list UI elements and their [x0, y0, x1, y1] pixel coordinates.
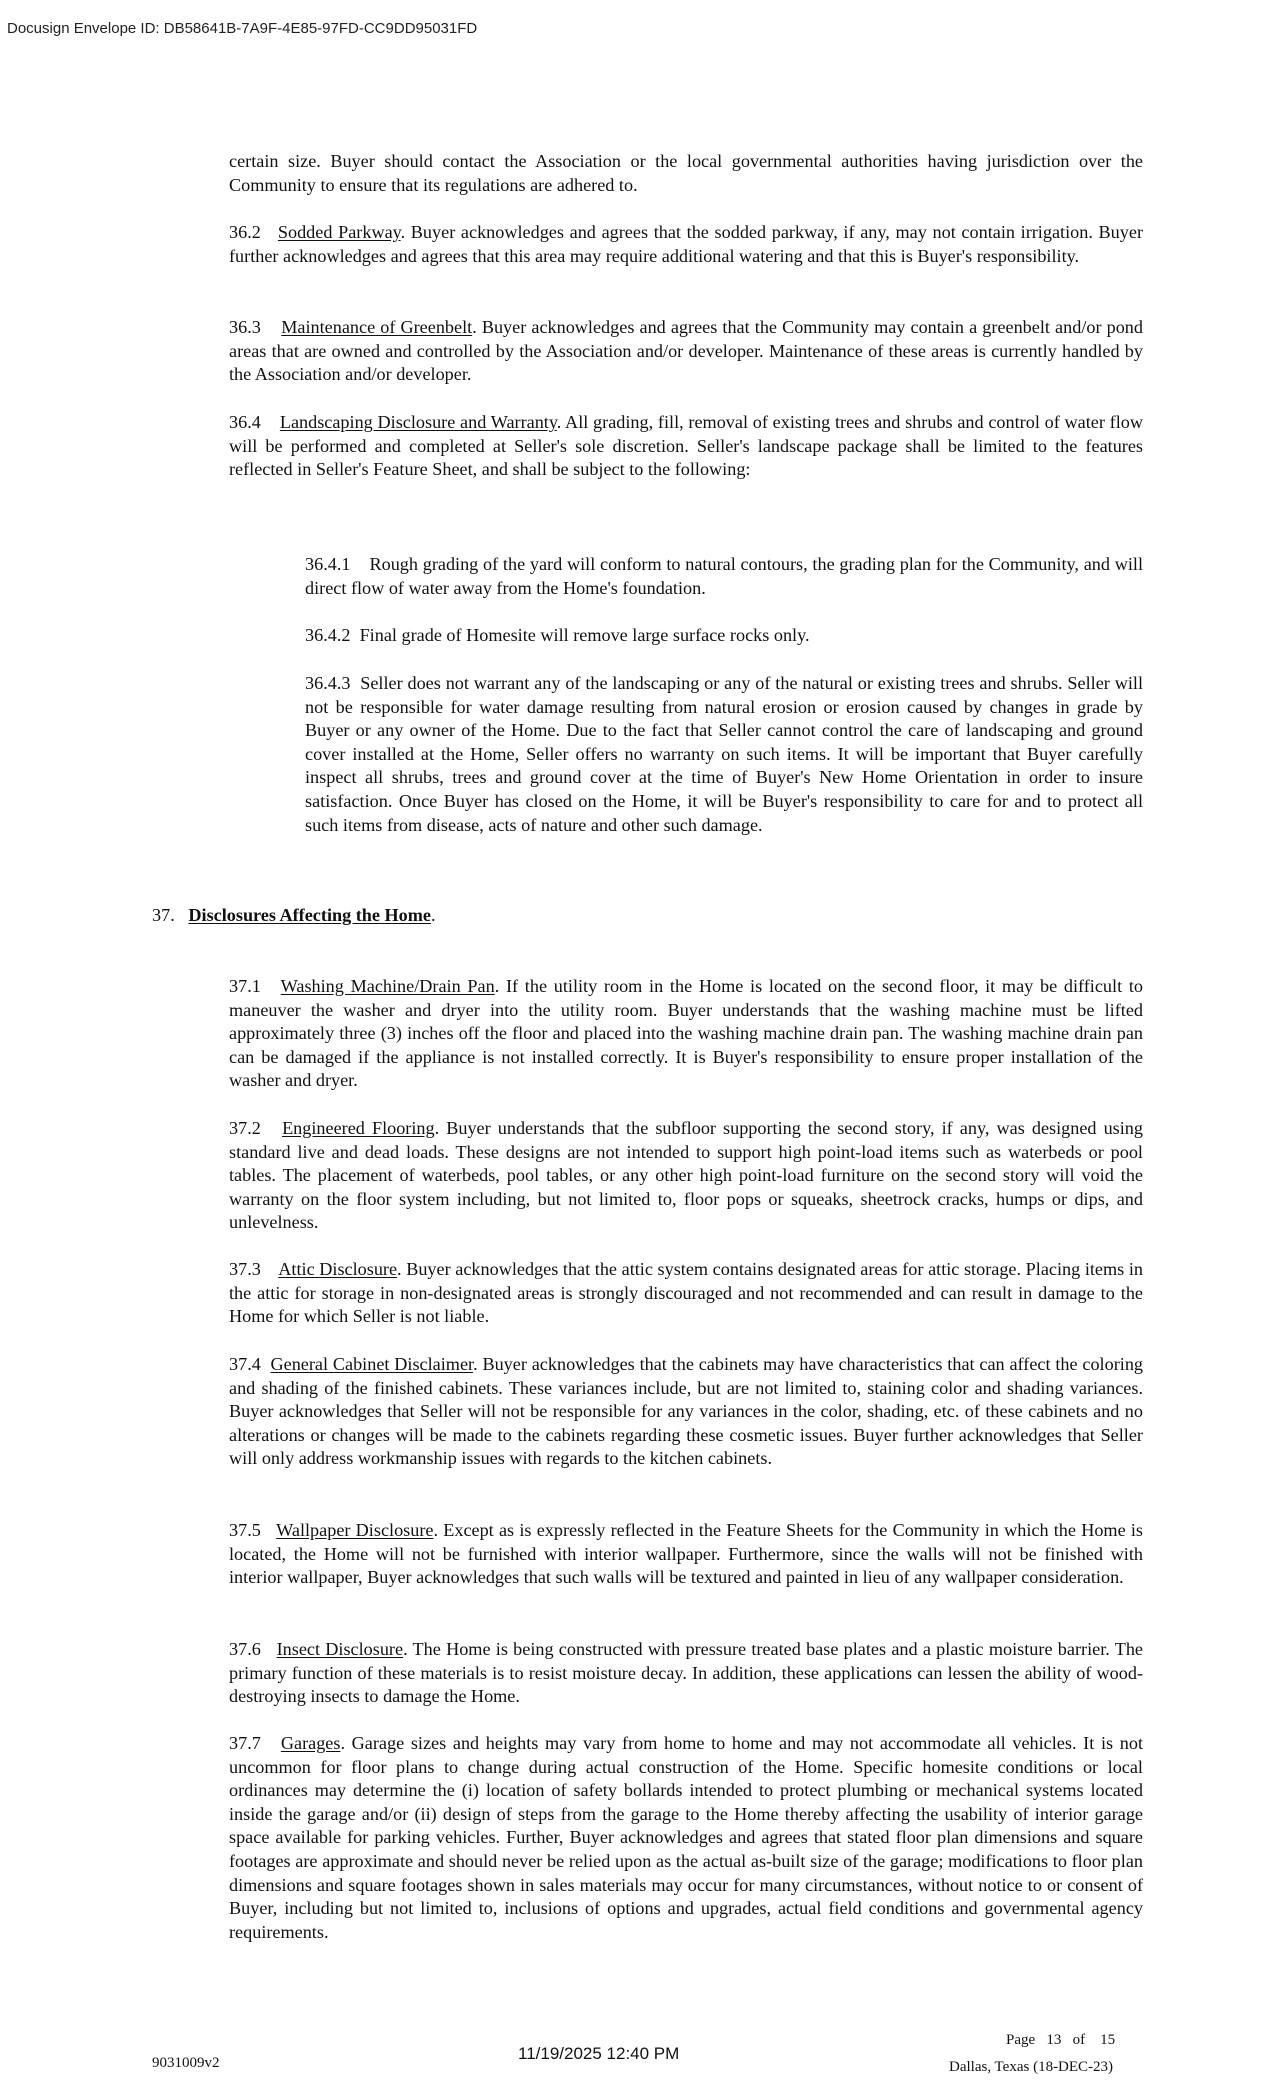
- section-number: 36.4.2: [305, 625, 351, 645]
- section-text: . All grading, fill, removal of existing trees and shrubs and control of water flow will be performed and completed at Seller's sole discretion. Seller's landscape package shall be limited to the features reflected in Seller's Feature Sheet, and shall be subject to the following:: [229, 412, 1143, 480]
- intro-paragraph: certain size. Buyer should contact the Association or the local governmental authorities having jurisdiction over the Community to ensure that its regulations are adhered to.: [229, 151, 1143, 195]
- section-heading-end: .: [431, 905, 436, 925]
- section-37-3: [229, 1258, 1143, 1329]
- section-title: Maintenance of Greenbelt: [281, 317, 473, 337]
- section-text: Final grade of Homesite will remove large surface rocks only.: [359, 625, 810, 645]
- section-number: 37.7: [229, 1733, 261, 1753]
- section-title: General Cabinet Disclaimer: [270, 1354, 474, 1374]
- page-number: 13: [1046, 2032, 1062, 2048]
- section-number: 36.4.1: [305, 554, 351, 574]
- section-text: . Buyer acknowledges and agrees that the sodded parkway, if any, may not contain irrigation. Buyer further acknowledges and agrees that this area may require additional watering and that this is Buyer's responsibility.: [229, 222, 1143, 266]
- section-title: Disclosures Affecting the Home: [188, 905, 432, 925]
- section-36-4-2: [305, 624, 1143, 648]
- section-number: 36.4: [229, 412, 261, 432]
- document-code: 9031009v2: [152, 2055, 220, 2071]
- section-number: 37.4: [229, 1354, 261, 1374]
- section-title: Washing Machine/Drain Pan: [280, 976, 495, 996]
- page-of-label: of: [1072, 2032, 1086, 2048]
- section-number: 37.5: [229, 1520, 261, 1540]
- section-text: . The Home is being constructed with pressure treated base plates and a plastic moisture barrier. The primary function of these materials is to resist moisture decay. In addition, these applications can lessen the ability of wood-destroying insects to damage the Home.: [229, 1639, 1143, 1707]
- section-37-6: [229, 1638, 1143, 1709]
- section-text: . Buyer acknowledges that the attic system contains designated areas for attic storage. Placing items in the attic for storage in non-designated areas is strongly discouraged and not recommended and can result in damage to the Home for which Seller is not liable.: [229, 1259, 1143, 1327]
- section-title: Landscaping Disclosure and Warranty: [279, 412, 557, 432]
- section-36-4: [229, 411, 1143, 482]
- section-text: . Buyer acknowledges that the cabinets may have characteristics that can affect the coloring and shading of the finished cabinets. These variances include, but are not limited to, staining color and shading variances. Buyer acknowledges that Seller will not be responsible for any variances in the color, shading, etc. of these cabinets and no alterations or changes will be made to the cabinets regarding these cosmetic issues. Buyer further acknowledges that Seller will only address workmanship issues with regards to the kitchen cabinets.: [229, 1354, 1144, 1469]
- section-37-5: [229, 1519, 1143, 1590]
- section-number: 37.: [152, 905, 175, 925]
- section-text: Rough grading of the yard will conform to natural contours, the grading plan for the Community, and will direct flow of water away from the Home's foundation.: [305, 554, 1144, 598]
- section-number: 37.2: [229, 1118, 261, 1138]
- section-37-1: [229, 975, 1143, 1093]
- section-37-2: [229, 1117, 1143, 1235]
- section-text: . Except as is expressly reflected in the Feature Sheets for the Community in which the Home is located, the Home will not be furnished with interior wallpaper. Furthermore, since the walls will not be finished with interior wallpaper, Buyer acknowledges that such walls will be textured and painted in lieu of any wallpaper consideration.: [229, 1520, 1144, 1588]
- section-37-7: [229, 1732, 1143, 1944]
- section-title: Engineered Flooring: [282, 1118, 435, 1138]
- section-36-4-1: [305, 553, 1143, 600]
- section-37-heading: [152, 904, 1142, 928]
- section-number: 37.1: [229, 976, 261, 996]
- signing-timestamp: 11/19/2025 12:40 PM: [518, 2044, 680, 2063]
- section-title: Wallpaper Disclosure: [276, 1520, 434, 1540]
- envelope-id: Docusign Envelope ID: DB58641B-7A9F-4E85-97FD-CC9DD95031FD: [7, 20, 478, 37]
- section-title: Garages: [280, 1733, 341, 1753]
- section-36-3: [229, 316, 1143, 387]
- section-text: . Buyer acknowledges and agrees that the Community may contain a greenbelt and/or pond areas that are owned and controlled by the Association and/or developer. Maintenance of these areas is currently handled by the Association and/or developer.: [229, 317, 1143, 385]
- section-number: 37.3: [229, 1259, 261, 1279]
- section-number: 36.2: [229, 222, 261, 242]
- section-title: Attic Disclosure: [278, 1259, 398, 1279]
- section-text: . Garage sizes and heights may vary from home to home and may not accommodate all vehicles. It is not uncommon for floor plans to change during actual construction of the Home. Specific homesite conditions or local ordinances may determine the (i) location of safety bollards intended to protect plumbing or mechanical systems located inside the garage and/or (ii) design of steps from the garage to the Home thereby affecting the usability of interior garage space available for parking vehicles. Further, Buyer acknowledges and agrees that stated floor plan dimensions and square footages are approximate and should never be relied upon as the actual as-built size of the garage; modifications to floor plan dimensions and square footages shown in sales materials may occur for many circumstances, without notice to or consent of Buyer, including but not limited to, inclusions of options and upgrades, actual field conditions and governmental agency requirements.: [229, 1733, 1144, 1942]
- section-title: Sodded Parkway: [277, 222, 401, 242]
- section-37-4: [229, 1353, 1143, 1471]
- page-total: 15: [1100, 2032, 1116, 2048]
- section-36-2: [229, 221, 1143, 268]
- section-number: 36.3: [229, 317, 261, 337]
- page-label: Page: [1006, 2032, 1036, 2048]
- section-title: Insect Disclosure: [276, 1639, 404, 1659]
- section-text: . If the utility room in the Home is located on the second floor, it may be difficult to maneuver the washer and dryer into the utility room. Buyer understands that the washing machine must be lifted approximately three (3) inches off the floor and placed into the washing machine drain pan. The washing machine drain pan can be damaged if the appliance is not installed correctly. It is Buyer's responsibility to ensure proper installation of the washer and dryer.: [229, 976, 1143, 1091]
- page-indicator: [1006, 2032, 1115, 2049]
- section-number: 37.6: [229, 1639, 261, 1659]
- section-36-4-3: [305, 672, 1143, 837]
- section-text: Seller does not warrant any of the landscaping or any of the natural or existing trees and shrubs. Seller will not be responsible for water damage resulting from natural erosion or erosion caused by changes in grade by Buyer or any owner of the Home. Due to the fact that Seller cannot control the care of landscaping and ground cover installed at the Home, Seller offers no warranty on such items. It will be important that Buyer carefully inspect all shrubs, trees and ground cover at the time of Buyer's New Home Orientation in order to insure satisfaction. Once Buyer has closed on the Home, it will be Buyer's responsibility to care for and to protect all such items from disease, acts of nature and other such damage.: [305, 673, 1144, 835]
- section-text: . Buyer understands that the subfloor supporting the second story, if any, was designed using standard live and dead loads. These designs are not intended to support high point-load items such as waterbeds or pool tables. The placement of waterbeds, pool tables, or any other high point-load furniture on the second story will void the warranty on the floor system including, but not limited to, floor pops or squeaks, sheetrock cracks, humps or dips, and unlevelness.: [229, 1118, 1143, 1233]
- section-number: 36.4.3: [305, 673, 351, 693]
- form-identifier: Dallas, Texas (18-DEC-23): [949, 2059, 1114, 2075]
